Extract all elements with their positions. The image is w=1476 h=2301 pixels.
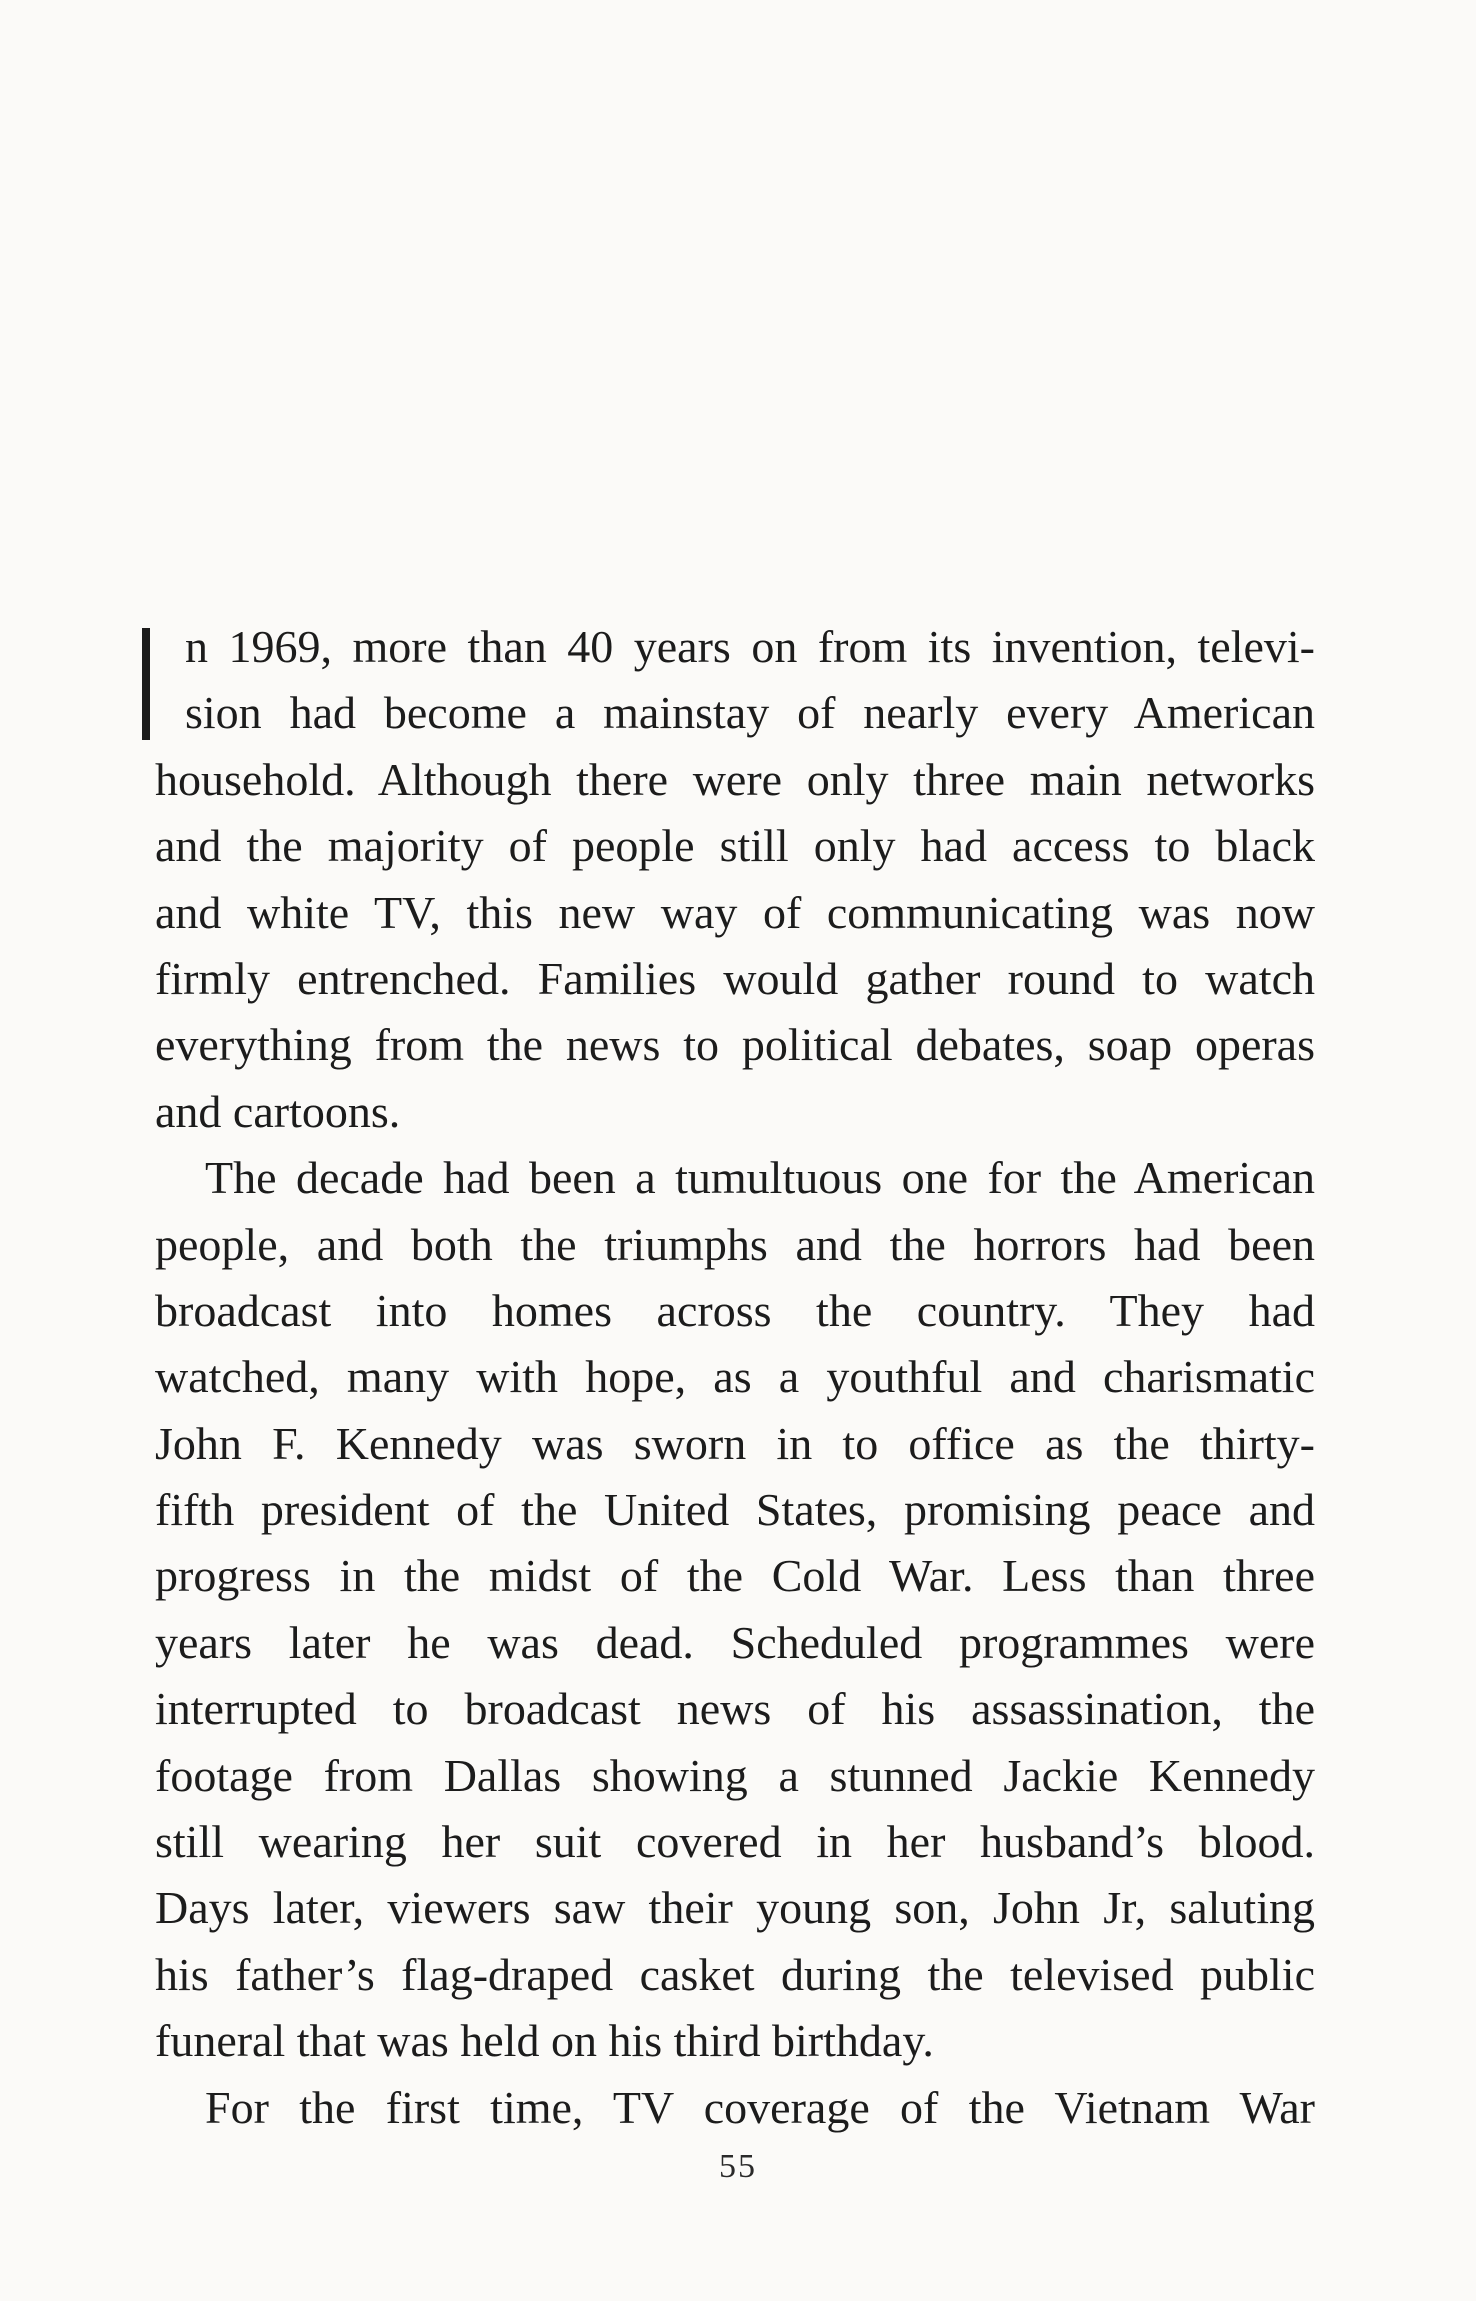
text-line: watched, many with hope, as a youthful and charismatic [155,1351,1315,1403]
text-line: progress in the midst of the Cold War. Less than three [155,1550,1315,1602]
text-line: still wearing her suit covered in her husband’s blood. [155,1816,1315,1868]
text-line: For the first time, TV coverage of the Vietnam War [205,2081,1315,2133]
text-line: Days later, viewers saw their young son, John Jr, saluting [155,1882,1315,1934]
text-line: people, and both the triumphs and the horrors had been [155,1218,1315,1270]
text-line: years later he was dead. Scheduled programmes were [155,1616,1315,1668]
body-text [155,614,1315,2141]
text-line: his father’s flag-draped casket during the televised public [155,1948,1315,2000]
drop-cap-i [142,628,150,740]
text-line: and white TV, this new way of communicating was now [155,886,1315,938]
text-line: John F. Kennedy was sworn in to office as the thirty- [155,1417,1315,1469]
text-line: fifth president of the United States, promising peace and [155,1484,1315,1536]
text-line: footage from Dallas showing a stunned Jackie Kennedy [155,1749,1315,1801]
text-line: interrupted to broadcast news of his assassination, the [155,1683,1315,1735]
text-line: n 1969, more than 40 years on from its invention, televi- [185,621,1315,672]
text-line: and cartoons. [155,1085,401,1137]
text-line: broadcast into homes across the country. They had [155,1284,1315,1336]
text-line: The decade had been a tumultuous one for the American [205,1152,1315,1204]
page-number: 55 [719,2148,757,2185]
text-line: and the majority of people still only had access to black [155,820,1315,872]
text-line: sion had become a mainstay of nearly every American [185,687,1315,739]
text-line: household. Although there were only three main networks [155,753,1315,805]
text-line: funeral that was held on his third birthday. [155,2015,934,2067]
text-line: everything from the news to political debates, soap operas [155,1019,1315,1071]
text-line: firmly entrenched. Families would gather round to watch [155,952,1315,1004]
